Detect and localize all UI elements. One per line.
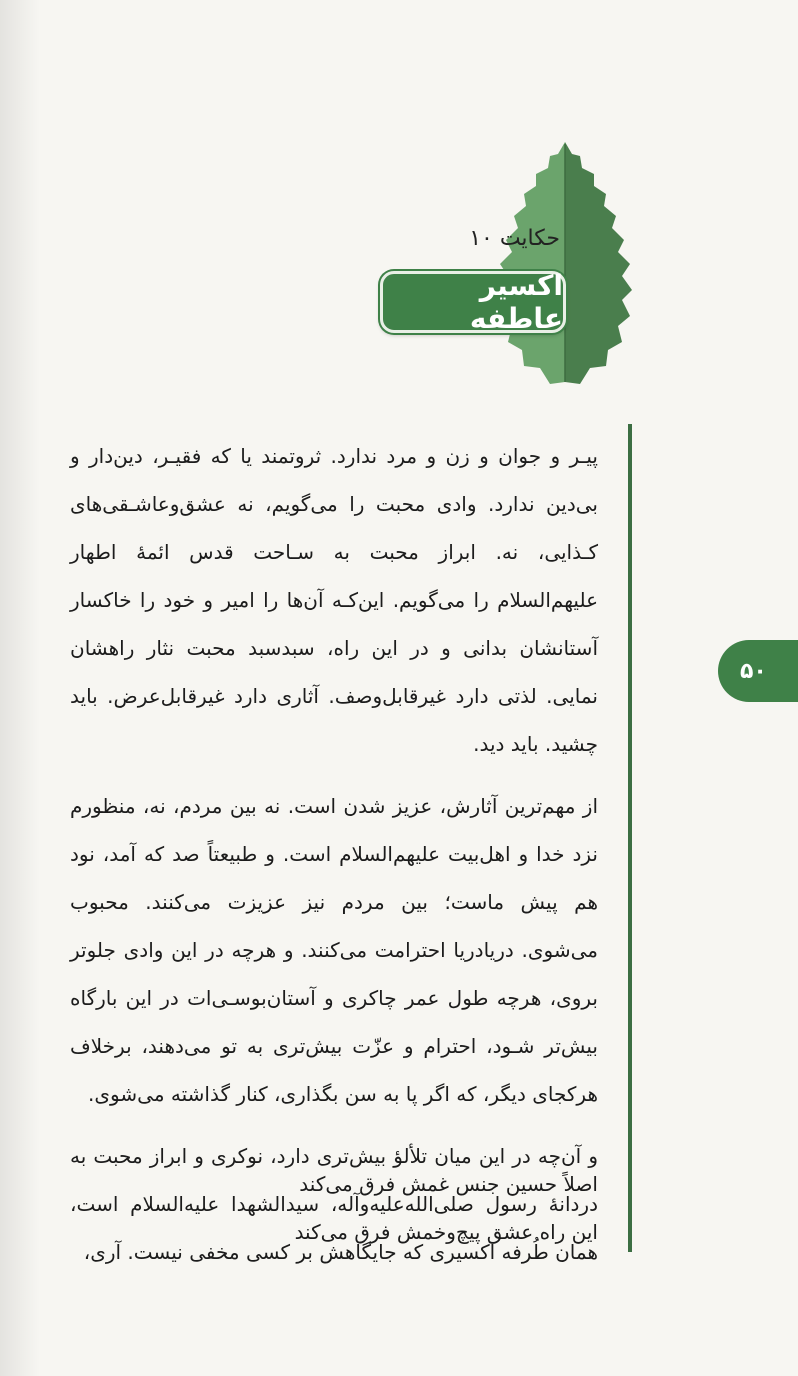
- page-number: ۵۰: [718, 640, 798, 702]
- poem-verse: [294, 1160, 598, 1256]
- verse-line: اصلاً حسین جنس غمش فرق می‌کند: [299, 1172, 598, 1196]
- verse-line: این راه عشق پیچ‌وخمش فرق می‌کند: [294, 1220, 598, 1244]
- margin-rule: [628, 424, 632, 1252]
- paragraph: از مهم‌ترین آثارش، عزیز شدن است. نه بین مردم، نه، منظورم نزد خدا و اهل‌بیت علیهم‌السلام است. و طبیعتاً صد که آمد، نود هم پیش ماست؛ بین مردم نیز عزیزت می‌کنند. محبوب می‌شوی. دریادریا احترامت می‌کنند. و هرچه در این وادی جلوتر بروی، هرچه طول عمر چاکری و آستان‌بوسـی‌ات در این بارگاه بیش‌تر شـود، احترام و عزّت بیش‌تری به تو می‌دهند، برخلاف هرکجای دیگر، که اگر پا به سن بگذاری، کنار گذاشته می‌شوی.: [70, 794, 598, 1106]
- page-gutter-shadow: [0, 0, 40, 1376]
- paragraph: و آن‌چه در این میان تلألؤ بیش‌تری دارد، نوکری و ابراز محبت به دردانهٔ رسول صلی‌الله‌علیه‌وآله، سیدالشهدا علیه‌السلام است، همان طُرفه اکسیری که جایگاهش بر کسی مخفی نیست. آری،: [70, 1144, 598, 1264]
- chapter-title: اکسیر عاطفه: [380, 271, 566, 333]
- chapter-number: حکایت ۱۰: [469, 226, 560, 251]
- paragraph: پیـر و جوان و زن و مرد ندارد. ثروتمند یا که فقیـر، دین‌دار و بی‌دین ندارد. وادی محبت را می‌گویم، نه عشق‌وعاشـقی‌های کـذایی، نه. ابراز محبت به سـاحت قدس ائمهٔ اطهار علیهم‌السلام را می‌گویم. این‌کـه آن‌ها را امیر و خود را خاکسار آستانشان بدانی و در این راه، سبدسبد محبت نثار راهشان نمایی. لذتی دارد غیرقابل‌وصف. آثاری دارد غیرقابل‌عرض. باید چشید. باید دید.: [70, 444, 598, 756]
- leaf-icon: [490, 140, 640, 390]
